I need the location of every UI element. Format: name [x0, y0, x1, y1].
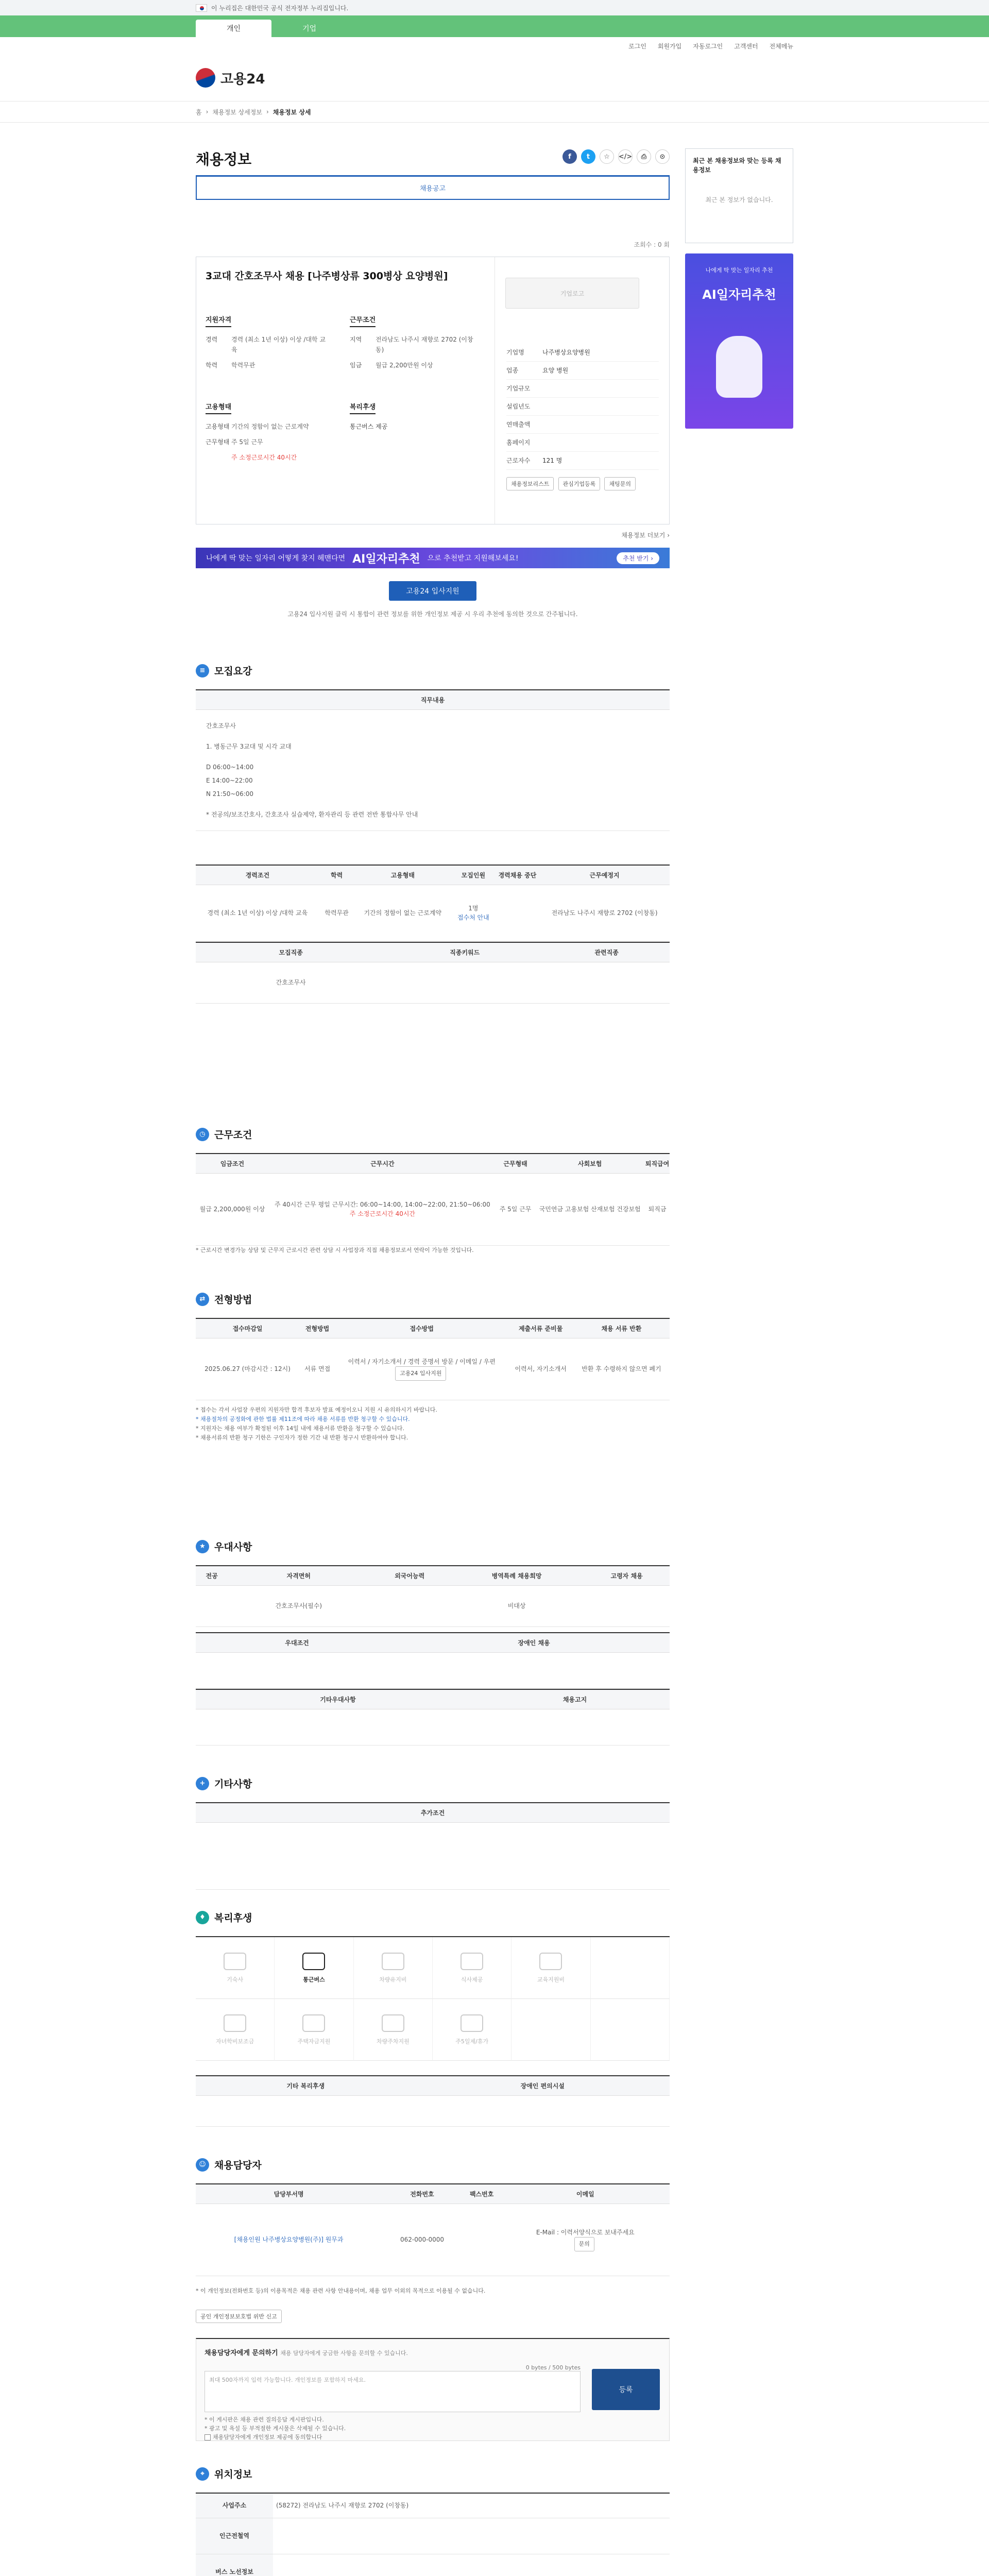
qual-row: 경력 경력 (최소 1년 이상) 이상 /대학 교육 [206, 335, 326, 353]
meal-icon [461, 1953, 483, 1970]
more-jobs-link[interactable]: 채용정보 더보기 › [621, 532, 670, 539]
vacation-icon [461, 2014, 483, 2032]
breadcrumb-current: 채용정보 상세 [272, 108, 311, 116]
process-notes: * 접수는 각서 사업장 우편의 지원자만 합격 후보자 발표 예정이오니 지원 시 유의하시기 바랍니다. * 채용절차의 공정화에 관한 법률 제11조에 따라 채용 서류를 반환 청구할 수 있습니다. * 지원자는 채용 여부가 확정된 이후 14일 내에 채용서류 반환을 청구할 수 있습니다. * 채용서류의 반환 청구 기한은 구인자가 정한 기간 내 반환 청구시 반환하여야 합니다. [196, 1406, 437, 1441]
page-title: 채용정보 [196, 151, 252, 168]
company-row: 설립년도 [506, 398, 659, 416]
benefit-item: 교육지원비 [511, 1937, 590, 1999]
company-row: 홈페이지 [506, 434, 659, 452]
duty-line: D 06:00~14:00 [206, 763, 254, 771]
etc-table: 추가조건 [196, 1802, 670, 1890]
inquiry-title: 채용담당자에게 문의하기 [204, 2349, 278, 2357]
qual-row: 학력 학력무관 [206, 361, 255, 369]
inquiry-box: 채용담당자에게 문의하기 채용 담당자에게 궁금한 사항을 문의할 수 있습니다. 0 bytes / 500 bytes 최대 500자까지 입력 가능합니다. 개인정보를 포함하지 마세요. 등록 * 이 게시판은 채용 관련 질의응답 게시판입니다. * 광고 및 욕설 등 부적절한 게시물은 삭제될 수 있습니다. 채용담당자에게 개인정보 제공에 동의합니다 [196, 2338, 670, 2441]
benefit-item [511, 1999, 590, 2061]
apply-button[interactable]: 고용24 입사지원 [389, 581, 476, 601]
job-category-table: 모집직종 직종키워드 관련직종 간호조무사 [196, 942, 670, 1004]
section-manager: ☺ 채용담당자 [196, 2158, 262, 2172]
inquiry-textarea[interactable]: 최대 500자까지 입력 가능합니다. 개인정보를 포함하지 마세요. [204, 2371, 581, 2412]
brand-name[interactable]: 고용24 [220, 71, 265, 87]
chat-inquiry-button[interactable]: 채팅문의 [604, 477, 636, 490]
duty-line: N 21:50~06:00 [206, 790, 254, 798]
person-icon: ☺ [196, 2158, 209, 2172]
twitter-icon[interactable]: t [581, 149, 595, 164]
gov-banner [0, 0, 989, 15]
qualification-header: 지원자격 [206, 314, 231, 327]
segment-personal[interactable]: 개인 [196, 20, 271, 37]
cond-row: 지역 전라남도 나주시 재향로 2702 (이창동) [350, 335, 473, 353]
ai-recommend-banner[interactable] [196, 548, 670, 568]
apply-note: 고용24 입사지원 클릭 시 통합이 관련 정보를 위한 개인정보 제공 시 우리 추천에 동의한 것으로 간주됩니다. [287, 611, 578, 618]
favorite-company-button[interactable]: 관심기업등록 [558, 477, 601, 490]
benefit-item: 주택자금지원 [275, 1999, 353, 2061]
segment-business[interactable]: 기업 [302, 25, 317, 33]
car-icon [382, 1953, 404, 1970]
inquiry-count: 0 bytes / 500 bytes [525, 2364, 581, 2371]
plus-icon: + [196, 1777, 209, 1790]
auto-login-link[interactable]: 자동로그인 [693, 42, 723, 50]
bus-icon [302, 1953, 325, 1970]
benefit-footer-table: 기타 복리후생 장애인 편의시설 [196, 2075, 670, 2127]
breadcrumb: 홈 › 채용정보 상세정보 › 채용정보 상세 [0, 101, 989, 123]
section-preference: ★ 우대사항 [196, 1539, 252, 1553]
recent-empty: 최근 본 정보가 없습니다. [705, 196, 773, 204]
section-etc: + 기타사항 [196, 1776, 252, 1790]
recruit-table: 경력조건 학력 고용형태 모집인원 경력채용 중단 근무예정지 경력 (최소 1년 이상) 이상 /대학 교육 학력무관 기간의 정함이 없는 근로계약 1명 접수처 안내 전라남도 나주시 재향로 2702 (이창동) [196, 865, 670, 942]
flow-icon: ⇄ [196, 1293, 209, 1306]
consent-checkbox[interactable] [204, 2434, 211, 2441]
duty-line: * 전공의/보조간호사, 간호조사 실습제약, 환자관리 등 관련 전반 통합사무 안내 [206, 810, 418, 818]
benefit-item: 차량주차지원 [354, 1999, 433, 2061]
parking-icon [382, 2014, 404, 2032]
list-icon: ≡ [196, 664, 209, 677]
process-table: 접수마감일 전형방법 접수방법 제출서류 준비물 채용 서류 반환 2025.06.27 (마감시간 : 12시) 서류 면접 이력서 / 자기소개서 / 경력 증명서 방문 / 이메일 / 우편 고용24 입사지원 이력서, 자기소개서 반환 후 수령하지 않으면 폐기 [196, 1318, 670, 1400]
company-row: 근로자수 121 명 [506, 452, 659, 470]
recent-jobs-box [685, 148, 793, 243]
form-row: 근무형태 주 5일 근무 [206, 438, 263, 446]
breadcrumb-home[interactable]: 홈 [196, 108, 202, 116]
location-table: 사업주소 (58272) 전라남도 나주시 재향로 2702 (이창동) 인근전철역 버스 노선정보 [196, 2493, 670, 2576]
section-location: ⌖ 위치정보 [196, 2467, 252, 2481]
korea-flag-icon [196, 4, 207, 12]
job-summary-card [196, 257, 670, 524]
welfare-header: 복리후생 [350, 401, 376, 414]
job-summary-left [196, 257, 495, 524]
job-list-button[interactable]: 채용정보리스트 [506, 477, 554, 490]
education-icon [539, 1953, 562, 1970]
pref-table: 전공 자격면허 외국어능력 병역특례 채용희망 고령자 채용 간호조무사(필수) 비대상 [196, 1565, 670, 1627]
duty-line: 간호조무사 [206, 722, 236, 730]
manager-note: * 이 개인정보(전화번호 등)의 이용목적은 채용 관련 사항 안내용이며, 채용 업무 이외의 목적으로 이용될 수 없습니다. [196, 2287, 486, 2294]
dormitory-icon [224, 1953, 246, 1970]
recent-title: 최근 본 채용정보와 맞는 등록 채용정보 [693, 157, 781, 174]
duty-header: 직무내용 [196, 690, 670, 709]
company-row: 기업규모 [506, 380, 659, 398]
ai-title: AI일자리추천 [702, 287, 776, 302]
privacy-report-button[interactable]: 공인 개인정보보호법 위반 신고 [196, 2310, 282, 2323]
share-tools [562, 149, 670, 164]
robot-icon [716, 336, 762, 398]
site-header [0, 55, 989, 101]
section-work: ◷ 근무조건 [196, 1127, 252, 1141]
duty-line: 1. 병동근무 3교대 및 시각 교대 [206, 742, 292, 750]
employment-form-header: 고용형태 [206, 401, 231, 414]
right-sidebar [685, 148, 793, 429]
main-content [196, 148, 670, 2575]
brand-logo-icon[interactable] [196, 68, 215, 88]
work-table: 임금조건 근무시간 근무형태 사회보험 퇴직급여 월급 2,200,000원 이상 주 40시간 근무 평일 근무시간: 06:00~14:00, 14:00~22:00, 21:50~06:00 주 소정근로시간 40시간 주 5일 근무 국민연금 고용보험 산재보험 건강보험 퇴직금 [196, 1153, 670, 1246]
ad-recommend-button[interactable]: 추천 받기 › [617, 552, 659, 564]
manager-table: 담당부서명 전화번호 팩스번호 이메일 [채용인원 나주병상요양병원(주)] 원무과 062-000-0000 E-Mail : 이력서양식으로 보내주세요 문의 [196, 2183, 670, 2276]
form-row: 고용형태 기간의 정함이 없는 근로계약 [206, 422, 309, 430]
section-process: ⇄ 전형방법 [196, 1292, 252, 1306]
pin-icon: ⌖ [196, 2467, 209, 2481]
all-menu-link[interactable]: 전체메뉴 [769, 42, 793, 50]
section-benefit: ♦ 복리후생 [196, 1910, 252, 1924]
section-recruit: ≡ 모집요강 [196, 664, 252, 677]
bookmark-icon[interactable]: ☆ [600, 149, 614, 164]
company-row: 기업명 나주병상요양병원 [506, 344, 659, 362]
duty-table [196, 689, 670, 831]
cond-row: 임금 월급 2,200만원 이상 [350, 361, 433, 369]
condition-header: 근무조건 [350, 314, 376, 327]
ad-tail: 으로 추천받고 지원해보세요! [427, 554, 519, 563]
pref-table-3: 기타우대사항 채용고지 [196, 1689, 670, 1745]
benefit-item: 통근버스 [275, 1937, 353, 1999]
welfare-value: 통근버스 제공 [350, 422, 388, 430]
benefit-item: 차량유지비 [354, 1937, 433, 1999]
child-icon [224, 2014, 246, 2032]
print-icon[interactable]: ⎙ [637, 149, 651, 164]
gift-icon: ♦ [196, 1911, 209, 1924]
house-icon [302, 2014, 325, 2032]
weekly-hours-note: 주 소정근로시간 40시간 [231, 453, 297, 461]
work-footnote: * 근로시간 변경가능 상담 및 근무지 근로시간 관련 상담 시 사업장과 직접 채용정보로서 연락이 가능한 것입니다. [196, 1247, 474, 1253]
job-title: 3교대 간호조무사 채용 [나주병상류 300병상 요양병원] [206, 270, 448, 282]
breadcrumb-list[interactable]: 채용정보 상세정보 [212, 108, 262, 116]
benefit-item [591, 1937, 670, 1999]
recruit-count-link[interactable]: 접수처 안내 [457, 914, 489, 921]
work-hours-note: 주 소정근로시간 40시간 [349, 1210, 416, 1217]
ai-sub: 나에게 딱 맞는 일자리 추천 [705, 267, 773, 274]
company-logo: 기업로고 [505, 278, 639, 309]
clock-icon: ◷ [196, 1128, 209, 1141]
benefit-item: 기숙사 [196, 1937, 275, 1999]
company-row: 연매출액 [506, 416, 659, 434]
star-icon: ★ [196, 1540, 209, 1553]
facebook-icon[interactable]: f [562, 149, 577, 164]
benefit-item: 식사제공 [433, 1937, 511, 1999]
benefit-grid [196, 1936, 670, 2061]
login-link[interactable]: 로그인 [628, 42, 646, 50]
view-count: 조회수 : 0 회 [634, 241, 670, 248]
benefit-item: 주5일제/휴가 [433, 1999, 511, 2061]
top-segment-bar [0, 15, 989, 37]
inquiry-submit-button[interactable]: 등록 [592, 2369, 660, 2410]
contact-button[interactable]: 문의 [574, 2237, 594, 2251]
tab-job-posting[interactable]: 채용공고 [196, 175, 670, 200]
pref-table-2: 우대조건 장애인 채용 [196, 1632, 670, 1689]
utility-links [0, 37, 989, 55]
ad-lead: 나에게 딱 맞는 일자리 어떻게 찾지 헤맨다면 [206, 554, 346, 563]
process-apply-button[interactable]: 고용24 입사지원 [395, 1366, 446, 1381]
signup-link[interactable]: 회원가입 [657, 42, 682, 50]
ai-recommend-card[interactable] [685, 253, 793, 429]
benefit-item: 자녀학비보조금 [196, 1999, 275, 2061]
duty-line: E 14:00~22:00 [206, 776, 253, 784]
gov-banner-text: 이 누리집은 대한민국 공식 전자정부 누리집입니다. [211, 4, 349, 12]
more-icon[interactable]: ⊙ [655, 149, 670, 164]
help-center-link[interactable]: 고객센터 [734, 42, 758, 50]
ad-big: AI일자리추천 [352, 552, 420, 566]
company-row: 업종 요양 병원 [506, 362, 659, 380]
benefit-item [591, 1999, 670, 2061]
link-icon[interactable]: </> [618, 149, 633, 164]
